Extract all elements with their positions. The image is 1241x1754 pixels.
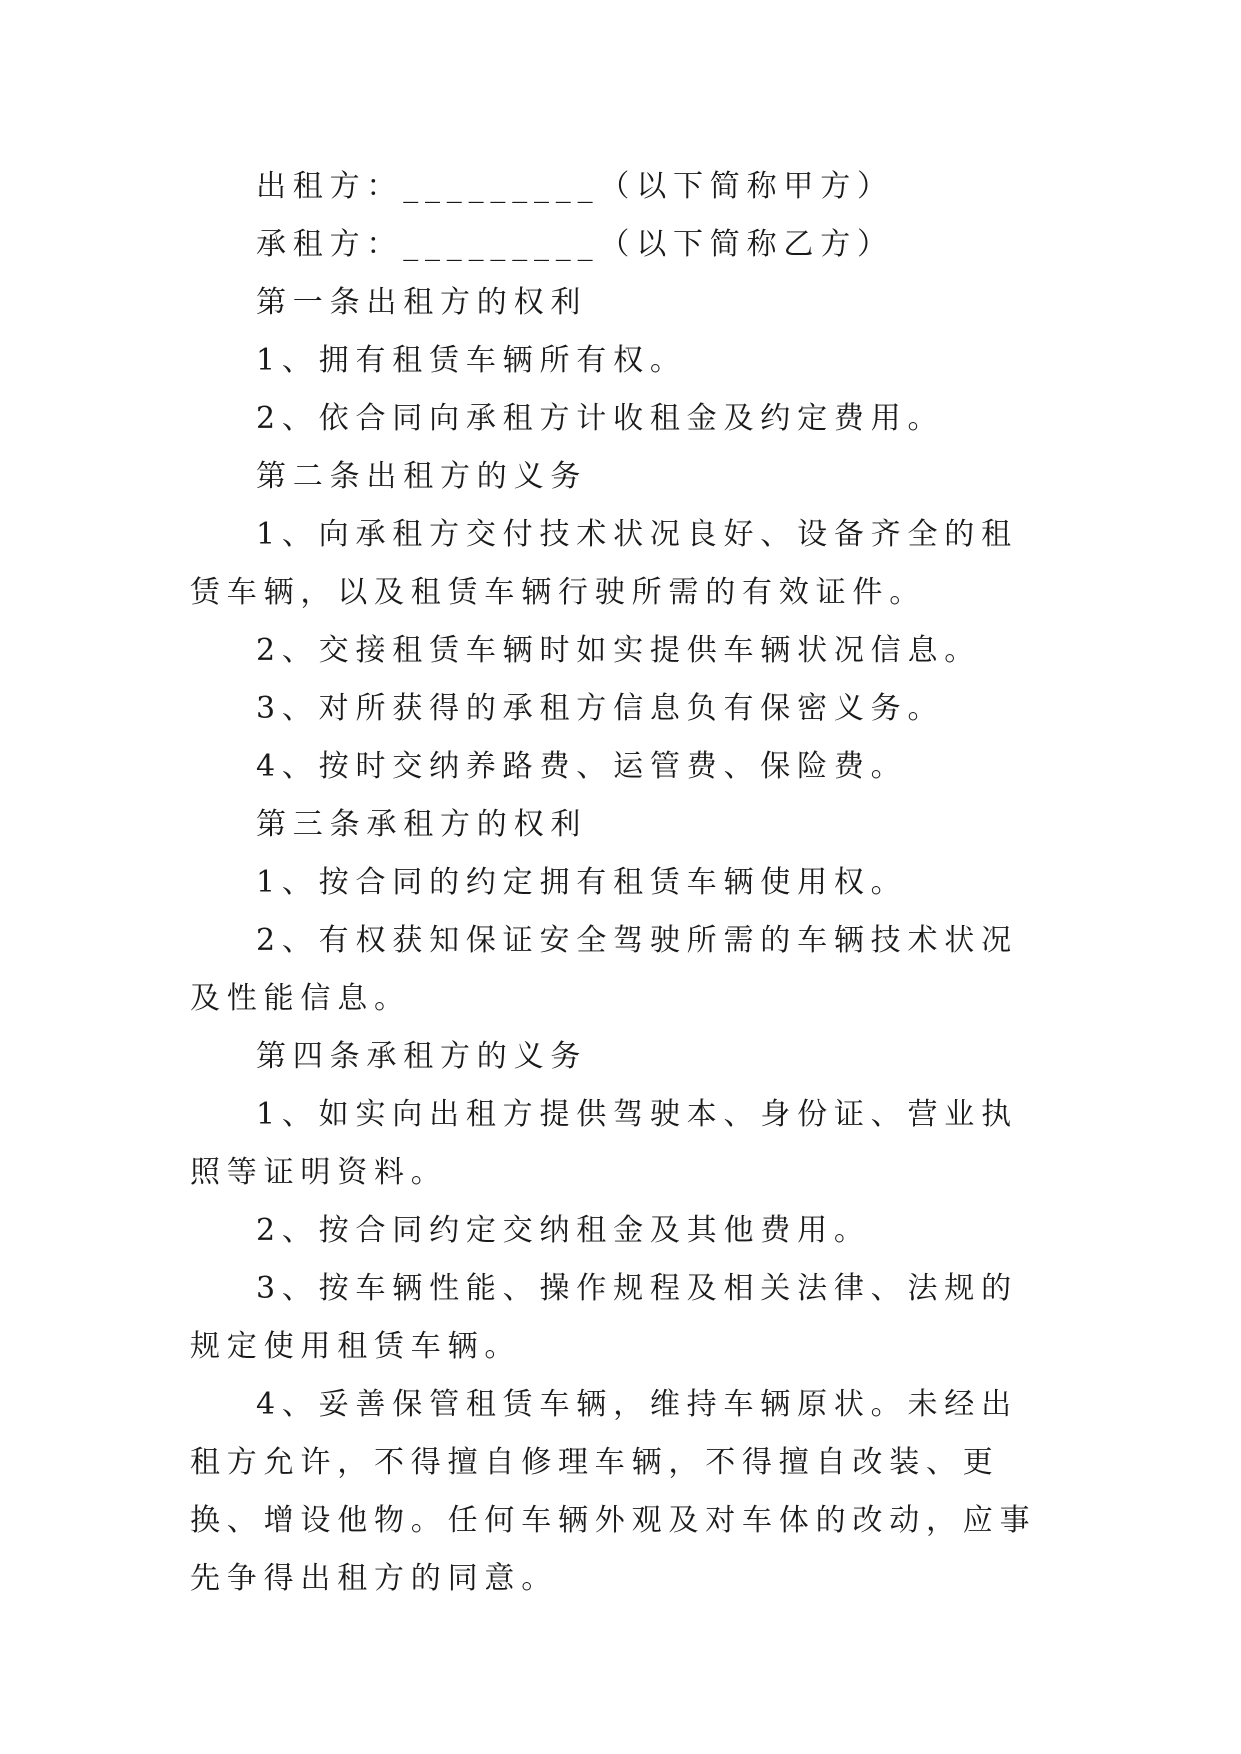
article-1-item-1: 1、拥有租赁车辆所有权。 xyxy=(256,343,687,378)
article-3-item-2: 2、有权获知保证安全驾驶所需的车辆技术状况及性能信息。 xyxy=(190,923,1018,1016)
article-1-heading: 第一条出租方的权利 xyxy=(256,285,588,320)
article-2-item-1: 1、向承租方交付技术状况良好、设备齐全的租赁车辆，以及租赁车辆行驶所需的有效证件。 xyxy=(190,517,1018,610)
article-4-item-4: 4、妥善保管租赁车辆，维持车辆原状。未经出租方允许，不得擅自修理车辆，不得擅自改装、更换、增设他物。任何车辆外观及对车体的改动，应事先争得出租方的同意。 xyxy=(190,1387,1037,1596)
document-body xyxy=(190,158,1048,1608)
article-4-item-1: 1、如实向出租方提供驾驶本、身份证、营业执照等证明资料。 xyxy=(190,1097,1018,1190)
article-4-item-3: 3、按车辆性能、操作规程及相关法律、法规的规定使用租赁车辆。 xyxy=(190,1271,1018,1364)
lessee-line: 承租方：_________（以下简称乙方） xyxy=(256,227,894,262)
article-2-item-3: 3、对所获得的承租方信息负有保密义务。 xyxy=(256,691,945,726)
article-4-item-2: 2、按合同约定交纳租金及其他费用。 xyxy=(256,1213,871,1248)
article-3-item-1: 1、按合同的约定拥有租赁车辆使用权。 xyxy=(256,865,908,900)
article-1-item-2: 2、依合同向承租方计收租金及约定费用。 xyxy=(256,401,945,436)
lessor-line: 出租方：_________（以下简称甲方） xyxy=(256,169,894,204)
article-4-heading: 第四条承租方的义务 xyxy=(256,1039,588,1074)
article-2-item-2: 2、交接租赁车辆时如实提供车辆状况信息。 xyxy=(256,633,982,668)
article-3-heading: 第三条承租方的权利 xyxy=(256,807,588,842)
article-2-item-4: 4、按时交纳养路费、运管费、保险费。 xyxy=(256,749,908,784)
article-2-heading: 第二条出租方的义务 xyxy=(256,459,588,494)
